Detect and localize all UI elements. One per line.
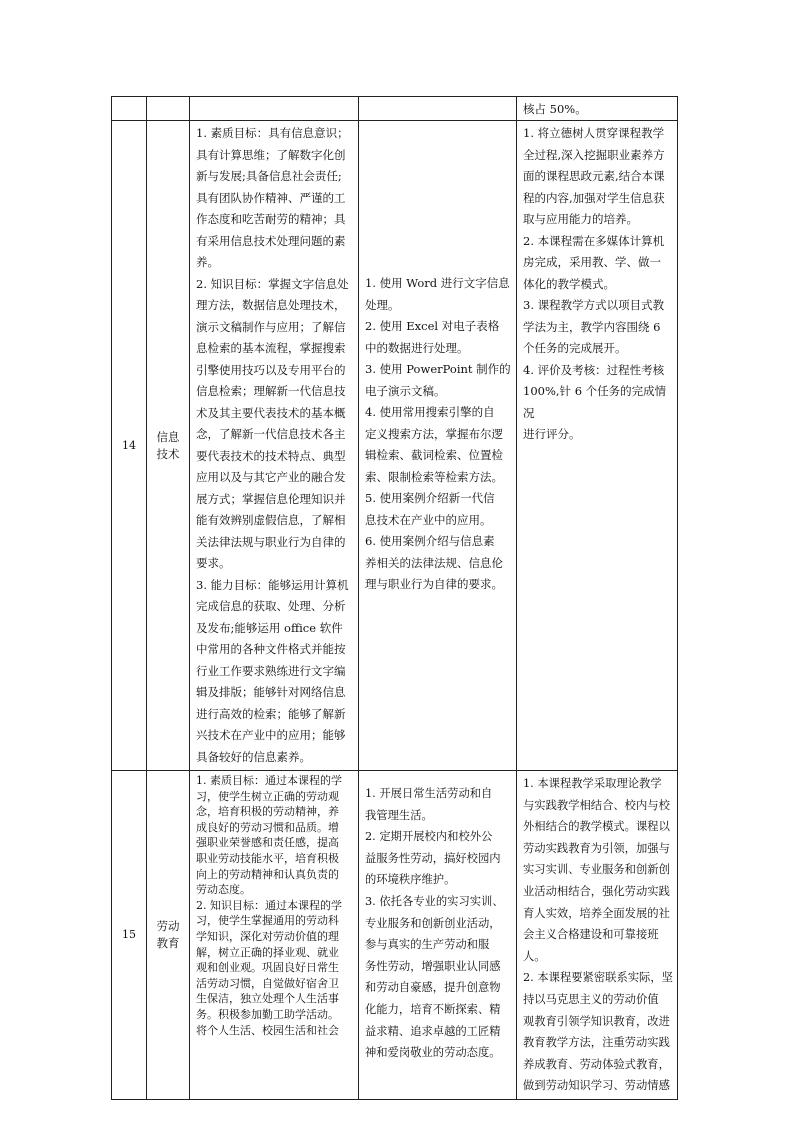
cell-goals [190,97,359,121]
course-name: 信息 技术 [147,121,190,771]
content-paragraph: 4. 使用常用搜索引擎的自 定义搜索方法，掌握布尔逻 辑检索、截词检索、位置检 索、限制检索等检索方法。 [365,405,503,484]
course-requirements [517,771,678,1100]
course-table [111,96,678,1100]
content-paragraph: 2. 定期开展校内和校外公 益服务性劳动，搞好校园内 的环境秩序维护。 [365,830,501,887]
requirement-paragraph: 2. 本课程需在多媒体计算机 房完成，采用教、学、做一 体化的教学模式。 [523,233,665,291]
goal-paragraph: 2. 知识目标：通过本课程的学 习，使学生掌握通用的劳动科 学知识，深化对劳动价值的理 解，树立正确的择业观、就业 观和创业观。巩固良好日常生 活劳动习惯，自觉做好宿舍卫 生保洁，独立处理个人生活事 务。积极参加勤工助学活动。 将个人生活、校园生活和社会 [196,898,342,1037]
table-row [112,771,678,1100]
goal-paragraph: 2. 知识目标：掌握文字信息处 理方法，数据信息处理技术， 演示文稿制作与应用；了解信 息检索的基本流程，掌握搜索 引擎使用技巧以及专用平台的 信息检索；理解新一代信息技 术及其主要代表技术的基本概 念，了解新一代信息技术各主 要代表技术的技术特点、典型 应用以及与其它产业的融合发 展方式；掌握信息伦理知识并 能有效辨别虚假信息，了解相 关法律法规与职业行为自律的 要求。 [196,276,349,570]
content-paragraph: 3. 依托各专业的实习实训、 专业服务和创新创业活动， 参与真实的生产劳动和服 务性劳动，增强职业认同感 和劳动自豪感，提升创意物 化能力，培育不断探索、精 益求精、追求卓越的工匠精 神和爱岗敬业的劳动态度。 [365,894,504,1060]
cell-content [359,97,517,121]
requirement-paragraph: 1. 将立德树人贯穿课程教学 全过程,深入挖掘职业素养方 面的课程思政元素,结合本课 程的内容,加强对学生信息获 取与应用能力的培养。 [523,126,665,226]
cell-number [112,97,147,121]
goal-paragraph: 1. 素质目标：具有信息意识； 具有计算思维；了解数字化创 新与发展;具备信息社会责任; 具有团队协作精神、严谨的工 作态度和吃苦耐劳的精神；具 有采用信息技术处理问题的素 养。 [196,126,349,269]
requirement-paragraph: 4. 评价及考核：过程性考核 100%,针 6 个任务的完成情况 进行评分。 [523,362,667,441]
course-number: 14 [112,121,147,771]
goal-paragraph: 1. 素质目标：通过本课程的学 习，使学生树立正确的劳动观 念，培育积极的劳动精神，养 成良好的劳动习惯和品质。增 强职业荣誉感和责任感，提高 职业劳动技能水平，培育积极 向上的劳动精神和认真负责的 劳动态度。 [196,774,342,897]
course-goals [190,121,359,771]
requirement-paragraph: 2. 本课程要紧密联系实际，坚 持以马克思主义的劳动价值 观教育引领学知识教育，改进 教育教学方法，注重劳动实践 养成教育、劳动体验式教育， 做到劳动知识学习、劳动情感 [523,971,673,1093]
table-row [112,121,678,771]
requirement-paragraph: 3. 课程教学方式以项目式教 学法为主，教学内容围绕 6 个任务的完成展开。 [523,298,665,355]
cell-name [147,97,190,121]
content-paragraph: 6. 使用案例介绍与信息素 养相关的法律法规、信息伦 理与职业行为自律的要求。 [365,534,503,591]
course-goals [190,771,359,1100]
content-paragraph: 1. 开展日常生活劳动和自 我管理生活。 [365,787,493,822]
cell-requirements [517,97,678,121]
course-number: 15 [112,771,147,1100]
course-requirements [517,121,678,771]
content-paragraph: 2. 使用 Excel 对电子表格 中的数据进行处理。 [365,319,500,355]
goal-paragraph: 3. 能力目标：能够运用计算机 完成信息的获取、处理、分析 及发布;能够运用 office 软件 中常用的各种文件格式并能按 行业工作要求熟练进行文字编 辑及排版；能够针对网络信息 进行高效的检索；能够了解新 兴技术在产业中的应用；能够 具备较好的信息素养。 [196,577,349,764]
content-paragraph: 1. 使用 Word 进行文字信息 处理。 [365,276,510,312]
course-content [359,771,517,1100]
table-row [112,97,678,121]
course-content [359,121,517,771]
requirement-paragraph: 1. 本课程教学采取理论教学 与实践教学相结合、校内与校 外相结合的教学模式。课程以 劳动实践教育为引领，加强与 实习实训、专业服务和创新创 业活动相结合，强化劳动实践 育人实效，培养全面发展的社 会主义合格建设和可靠接班 人。 [523,777,670,963]
content-paragraph: 5. 使用案例介绍新一代信 息技术在产业中的应用。 [365,491,495,527]
requirement-text: 核占 50%。 [523,101,587,116]
course-name: 劳动 教育 [147,771,190,1100]
content-paragraph: 3. 使用 PowerPoint 制作的 电子演示文稿。 [365,362,511,398]
